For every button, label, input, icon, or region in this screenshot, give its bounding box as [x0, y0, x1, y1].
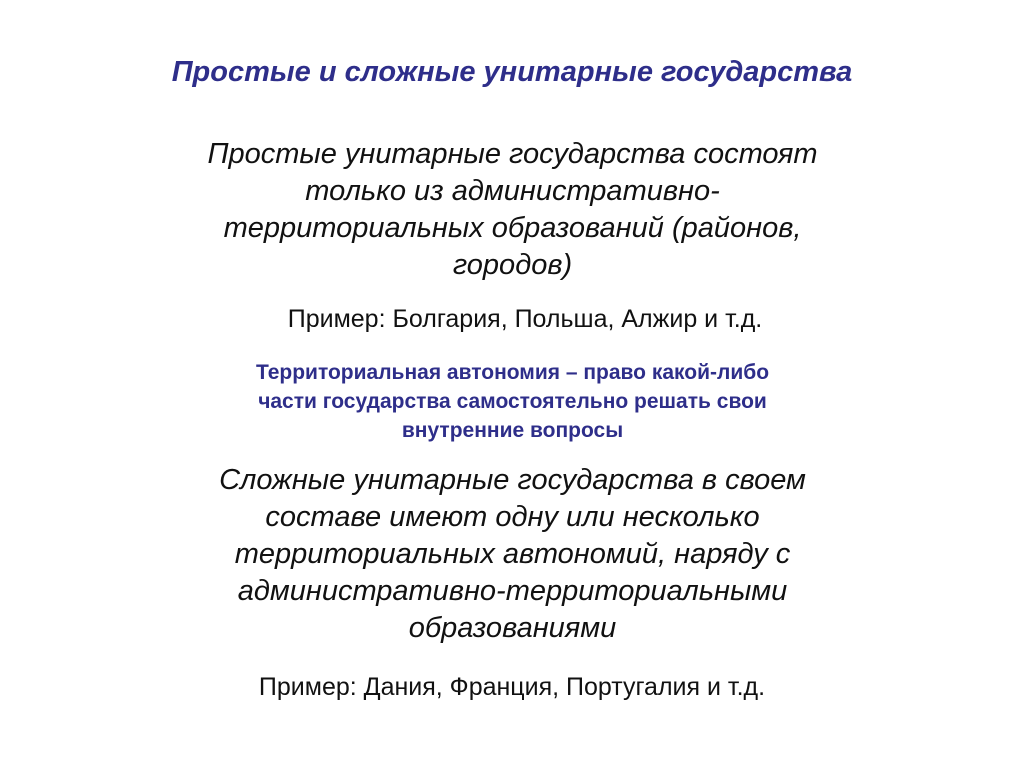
- autonomy-definition-line: части государства самостоятельно решать свои: [258, 390, 767, 413]
- simple-definition-line: территориальных образований (районов,: [223, 212, 802, 244]
- slide-title: Простые и сложные унитарные государства: [171, 56, 853, 88]
- complex-states-definition: [140, 462, 885, 647]
- complex-states-example: Пример: Дания, Франция, Португалия и т.д.: [258, 673, 766, 701]
- territorial-autonomy-definition: [140, 358, 885, 445]
- simple-states-definition: [140, 136, 885, 284]
- simple-definition-line: Простые унитарные государства состоят: [207, 138, 818, 170]
- simple-definition-line: только из административно-: [305, 175, 720, 207]
- autonomy-definition-line: внутренние вопросы: [401, 419, 624, 442]
- complex-definition-line: Сложные унитарные государства в своем: [219, 464, 806, 496]
- simple-states-example: Пример: Болгария, Польша, Алжир и т.д.: [287, 305, 763, 333]
- complex-definition-line: территориальных автономий, наряду с: [234, 538, 791, 570]
- complex-definition-line: составе имеют одну или несколько: [265, 501, 760, 533]
- complex-definition-line: образованиями: [408, 612, 617, 644]
- simple-definition-line: городов): [452, 249, 573, 281]
- autonomy-definition-line: Территориальная автономия – право какой-либо: [255, 361, 770, 384]
- complex-definition-line: административно-территориальными: [237, 575, 788, 607]
